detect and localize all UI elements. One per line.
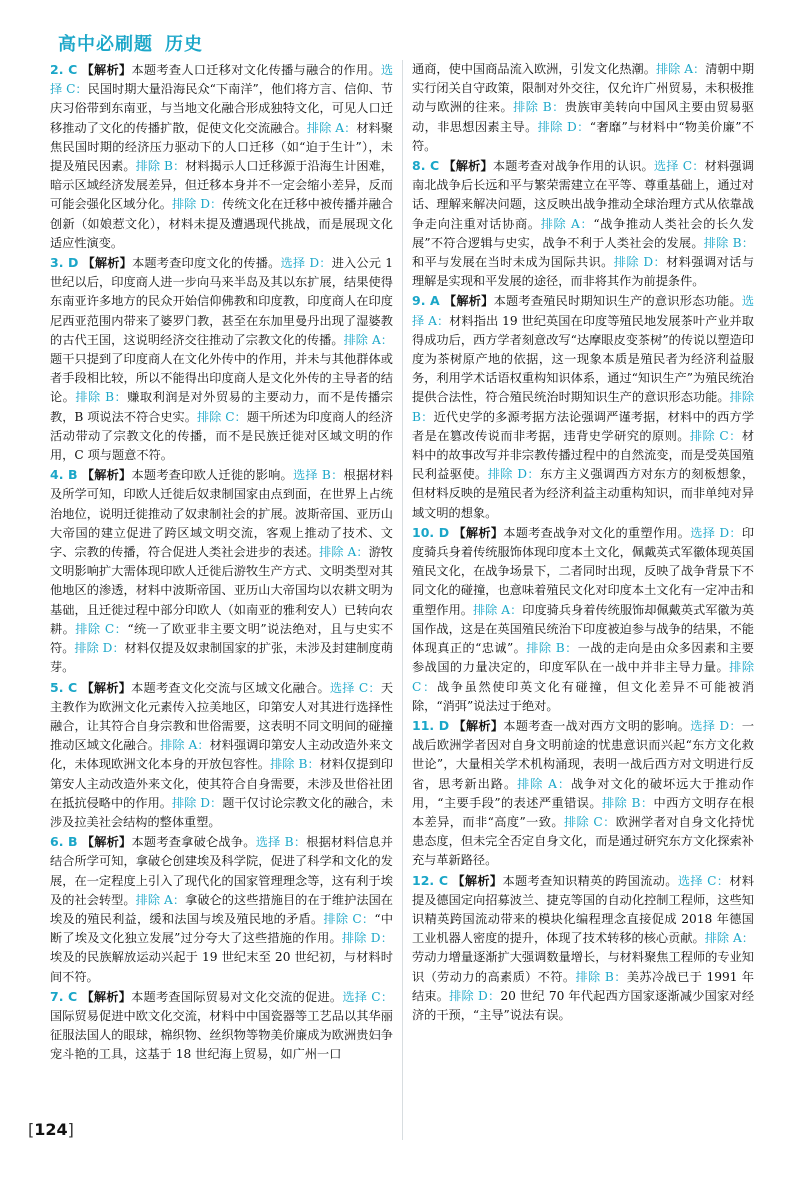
question-number: 11. D: [412, 717, 450, 733]
analysis-tag: 【解析】: [443, 294, 494, 309]
analysis-intro: 本题考查对战争作用的认识。: [492, 159, 654, 174]
question-number: 9. A: [412, 293, 440, 309]
option-label: 排除 A：: [160, 738, 210, 753]
option-text: 材料仅提及奴隶制国家的扩张，未涉及封建制度萌芽。: [50, 641, 393, 675]
answer-item: [50, 678, 393, 833]
option-text: 劳动力增量逐渐扩大强调数量增长，与材料聚焦工程师的专业知识（劳动力的高素质）不符。: [412, 950, 754, 984]
analysis-tag: 【解析】: [81, 680, 132, 695]
option-label: 排除 C：: [196, 409, 247, 424]
option-text: 近代史学的多源考据方法论强调严谨考据，材料中的西方学者是在篡改传说而非考据，违背史学研究的原则。: [412, 409, 754, 443]
option-analysis: [412, 989, 754, 1022]
answer-item: [412, 716, 754, 871]
running-header: [58, 30, 203, 56]
page-number: [124]: [28, 1120, 74, 1139]
answer-item: [50, 465, 393, 677]
option-text: 战争虽然使印英文化有碰撞，但文化差异不可能被消除，“消弭”说法过于绝对。: [412, 679, 754, 713]
option-text: 进入公元 1 世纪以后，印度商人进一步向马来半岛及其以东扩展，结果使得东南亚许多地方的民众开始信仰佛教和印度教，印度商人在印度尼西亚范围内带来了婆罗门教，甚至在东加里曼丹出现了湿婆教的古代王国，这说明经济交往推动了宗教文化的传播。: [50, 256, 393, 347]
subject-title: 历史: [165, 34, 203, 55]
option-label: 选择 C：: [653, 159, 705, 174]
option-label: 排除 D：: [171, 197, 223, 212]
option-text: 材料揭示人口迁移源于沿海生计困难，暗示区域经济发展差异，但迁移本身并不一定会缩小差异，反而可能会强化区域分化。: [50, 159, 393, 212]
book-title: 高中必刷题: [58, 34, 153, 55]
analysis-intro: 本题考查文化交流与区域文化融合。: [131, 680, 330, 695]
option-text: 印度骑兵身着传统服饰体现印度本土文化，佩戴英式军徽体现英国殖民文化，在战争场景下，二者同时出现，反映了战争背景下不同文化的碰撞，也意味着殖民文化对印度本土文化有一定冲击和重塑作用。: [412, 525, 754, 617]
option-text: 清朝中期实行闭关自守政策，限制对外交往，仅允许广州贸易，未积极推动与欧洲的往来。: [412, 62, 754, 115]
option-label: 选择 D：: [690, 718, 742, 733]
option-text: 贵族审美转向中国风主要由贸易驱动，非思想因素主导。: [412, 100, 754, 134]
option-label: 排除 B：: [575, 969, 627, 984]
question-number: 12. C: [412, 872, 449, 888]
option-label: 排除 A：: [472, 602, 523, 617]
option-text: 根据材料及所学可知，印欧人迁徙后奴隶制国家由点到面，在世界上占统治地位，说明迁徙推动了奴隶制社会的扩展。波斯帝国、亚历山大帝国的建立促进了跨区域文明交流，客观上推动了技术、文字、宗教的传播，符合促进人类社会进步的表述。: [50, 468, 393, 560]
option-label: 排除 D：: [613, 255, 667, 270]
option-text: 题干仅讨论宗教文化的融合，未涉及拉美社会结构的整体重塑。: [50, 795, 393, 829]
column-divider: [402, 60, 403, 1140]
option-label: 选择 C：: [50, 63, 393, 97]
analysis-intro: 通商，使中国商品流入欧洲，引发文化热潮。: [412, 62, 656, 76]
option-label: 排除 C：: [689, 428, 742, 443]
option-label: 排除 B：: [270, 757, 320, 772]
question-number: 3. D: [50, 255, 79, 271]
option-label: 排除 A：: [655, 62, 706, 76]
analysis-tag: 【解析】: [81, 63, 132, 77]
analysis-tag: 【解析】: [453, 525, 504, 540]
option-label: 选择 B：: [255, 835, 307, 850]
option-label: 选择 A：: [412, 294, 754, 328]
option-text: “奢靡”与材料中“物美价廉”不符。: [412, 119, 754, 153]
option-label: 选择 C：: [329, 680, 381, 695]
option-text: 根据材料信息并结合所学可知，拿破仑创建埃及科学院，促进了科学和文化的发展，在一定程度上引入了现代化的国家管理理念等，这有利于埃及的社会转型。: [50, 835, 393, 907]
option-label: 排除 D：: [449, 988, 501, 1003]
option-text: 一战的走向是由众多因素和主要参战国的力量决定的，印度军队在一战中并非主导力量。: [412, 641, 754, 675]
option-text: 战争对文化的破坏远大于推动作用，“主要手段”的表述严重错误。: [412, 776, 754, 810]
analysis-tag: 【解析】: [81, 468, 132, 483]
option-label: 排除 B：: [75, 390, 128, 405]
option-text: 材料提及德国定向招募波兰、捷克等国的自动化控制工程师，这些知识精英跨国流动带来的模块化编程理念直接促成 2018 年德国工业机器人密度的提升，体现了技术转移的核心贡献。: [412, 873, 754, 946]
analysis-tag: 【解析】: [453, 718, 504, 733]
answer-item: [412, 60, 754, 156]
option-label: 选择 C：: [342, 989, 393, 1004]
analysis-tag: 【解析】: [81, 835, 132, 850]
option-text: 埃及的民族解放运动兴起于 19 世纪末至 20 世纪初，与材料时间不符。: [50, 950, 393, 984]
answer-item: [50, 832, 393, 987]
option-text: 天主教作为欧洲文化元素传入拉美地区，印第安人对其进行选择性融合，让其符合自身宗教和世俗需要，这表明不同文明间的碰撞推动区域文化融合。: [50, 680, 393, 753]
option-label: 排除 C：: [412, 660, 754, 694]
option-label: 排除 D：: [74, 641, 125, 656]
option-label: 排除 B：: [135, 159, 186, 174]
option-label: 选择 D：: [280, 256, 332, 271]
option-text: 材料聚焦民国时期的经济压力驱动下的人口迁移（如“迫于生计”），未提及殖民因素。: [50, 120, 393, 174]
option-text: 国际贸易促进中欧文化交流，材料中中国瓷器等工艺品以其华丽征服法国人的眼球，棉织物、丝织物等物美价廉成为欧洲贵妇争宠斗艳的工具，这基于 18 世纪海上贸易，如广州一口: [50, 1008, 393, 1062]
option-label: 排除 B：: [412, 390, 754, 424]
analysis-intro: 本题考查一战对西方文明的影响。: [503, 718, 691, 733]
option-text: 材料强调对话与理解是实现和平发展的途径，而非将其作为前提条件。: [412, 255, 754, 289]
option-label: 排除 A：: [343, 332, 393, 347]
question-number: 2. C: [50, 62, 78, 77]
analysis-intro: 本题考查国际贸易对文化交流的促进。: [131, 989, 343, 1004]
option-label: 排除 D：: [171, 795, 223, 810]
option-text: 中西方文明存在根本差异，而非“高度”一致。: [412, 795, 754, 829]
left-column: [50, 60, 393, 1140]
option-text: 赚取利润是对外贸易的主要动力，而不是传播宗教，B 项说法不符合史实。: [50, 390, 393, 424]
answer-item: [50, 253, 393, 465]
option-label: 排除 A：: [517, 776, 572, 791]
answer-item: [50, 987, 393, 1065]
option-text: “战争推动人类社会的长久发展”不符合逻辑与史实，战争不利于人类社会的发展。: [412, 216, 754, 250]
option-text: 传统文化在迁移中被传播并融合创新（如娘惹文化），材料未提及遭遇现代挑战，而是展现文化适应性演变。: [50, 197, 393, 250]
option-analysis: [412, 294, 754, 404]
analysis-intro: 本题考查印欧人迁徙的影响。: [131, 468, 293, 483]
option-text: 20 世纪 70 年代起西方国家逐渐减少国家对经济的干预，“主导”说法有误。: [412, 988, 754, 1022]
option-text: 材料强调南北战争后长远和平与繁荣需建立在平等、尊重基础上，通过对话、理解来解决问题，这反映出战争推动全球治理方式从依靠战争走向注重对话协商。: [412, 159, 754, 231]
option-text: 材料强调印第安人主动改造外来文化，未体现欧洲文化本身的开放包容性。: [50, 738, 393, 772]
option-label: 排除 D：: [537, 119, 590, 134]
option-analysis: [50, 641, 393, 674]
question-number: 6. B: [50, 834, 78, 850]
answer-item: [412, 291, 754, 522]
option-label: 排除 A：: [319, 545, 369, 560]
option-label: 选择 B：: [292, 468, 344, 483]
analysis-tag: 【解析】: [82, 256, 133, 271]
option-label: 排除 C：: [563, 814, 616, 829]
option-label: 选择 D：: [690, 525, 742, 540]
question-number: 10. D: [412, 524, 450, 540]
option-label: 选择 C：: [677, 873, 730, 888]
option-text: 材料中的故事改写并非宗教传播过程中的自然流变，而是受英国殖民利益驱使。: [412, 428, 754, 482]
right-column: [412, 60, 754, 1140]
page-number-value: 124: [34, 1120, 68, 1139]
option-text: 题干所述为印度商人的经济活动带动了宗教文化的传播，而不是民族迁徙对区域文明的作用，C 项与题意不符。: [50, 409, 393, 463]
analysis-intro: 本题考查知识精英的跨国流动。: [502, 873, 678, 888]
option-label: 排除 A：: [704, 931, 754, 946]
analysis-tag: 【解析】: [81, 989, 132, 1004]
option-label: 排除 C：: [323, 911, 375, 926]
option-label: 排除 D：: [341, 931, 393, 946]
analysis-intro: 本题考查人口迁移对文化传播与融合的作用。: [131, 63, 381, 77]
option-text: 游牧文明影响扩大需体现印欧人迁徙后游牧生产方式、文明类型对其他地区的渗透，材料中波斯帝国、亚历山大帝国均以农耕文明为基础，且迁徙过程中部分印欧人（如南亚的雅利安人）已转向农耕。: [50, 545, 393, 636]
answer-item: [412, 523, 754, 716]
option-text: 和平与发展在当时未成为国际共识。: [412, 255, 614, 270]
question-number: 5. C: [50, 679, 78, 695]
option-text: “中断了埃及文化独立发展”过分夸大了这些措施的作用。: [50, 911, 393, 946]
option-text: 美苏冷战已于 1991 年结束。: [412, 969, 754, 1003]
option-label: 排除 A：: [306, 120, 357, 135]
option-label: 排除 A：: [135, 892, 186, 907]
analysis-intro: 本题考查殖民时期知识生产的意识形态功能。: [493, 294, 742, 309]
option-text: 民国时期大量沿海民众“下南洋”，他们将方言、信仰、节庆习俗带到东南亚，与当地文化融合形成独特文化，可见人口迁移推动了文化的传播扩散，促使文化交流融合。: [50, 82, 393, 135]
option-text: 一战后欧洲学者因对自身文明前途的忧患意识而兴起“东方文化救世论”，大量相关学术机构涌现，表明一战后西方对文明进行反省，思考新出路。: [412, 718, 754, 791]
analysis-intro: 本题考查战争对文化的重塑作用。: [503, 525, 691, 540]
question-number: 4. B: [50, 467, 78, 483]
option-label: 排除 A：: [540, 216, 594, 231]
answer-item: [412, 156, 754, 291]
analysis-tag: 【解析】: [443, 159, 493, 174]
analysis-tag: 【解析】: [452, 873, 503, 888]
analysis-intro: 本题考查印度文化的传播。: [132, 256, 281, 271]
option-label: 排除 B：: [526, 641, 578, 656]
option-text: 东方主义强调西方对东方的刻板想象，但材料反映的是殖民者为经济利益主动重构知识，而非单纯对异域文明的想象。: [412, 467, 754, 520]
option-text: 材料指出 19 世纪英国在印度等殖民地发展茶叶产业并取得成功后，西方学者刻意改写“达摩眼皮变茶树”的传说以塑造印度为茶树原产地的依据，这一现象本质是殖民者为经济利益服务，利用学术话语权重构知识体系，通过“知识生产”为殖民统治提供合法性，符合殖民统治时期知识生产的意识形态功能。: [412, 313, 754, 405]
option-text: “统一了欧亚非主要文明”说法绝对，且与史实不符。: [50, 621, 393, 656]
option-label: 排除 C：: [75, 621, 128, 636]
option-label: 排除 B：: [703, 235, 754, 250]
option-text: 欧洲学者对自身文化持忧患态度，但未完全否定自身文化，而是通过研究东方文化探索补充与革新路径。: [412, 814, 754, 868]
option-text: 材料仅提到印第安人主动改造外来文化，使其符合自身需要，未涉及世俗社团在抵抗侵略中的作用。: [50, 757, 393, 810]
option-text: 题干只提到了印度商人在文化外传中的作用，并未与其他群体或者手段相比较，所以不能得出印度商人是文化外传的主导者的结论。: [50, 352, 393, 405]
option-label: 排除 D：: [487, 467, 541, 482]
option-label: 排除 B：: [601, 795, 654, 810]
analysis-intro: 本题考查拿破仑战争。: [131, 835, 256, 850]
answer-item: [50, 60, 393, 253]
question-number: 7. C: [50, 988, 78, 1004]
question-number: 8. C: [412, 158, 440, 174]
answer-item: [412, 871, 754, 1026]
option-text: 印度骑兵身着传统服饰却佩戴英式军徽为英国作战，这是在英国殖民统治下印度被迫参与战争的结果，不能体现真正的“忠诚”。: [412, 602, 754, 656]
option-text: 拿破仑的这些措施目的在于维护法国在埃及的殖民利益，缓和法国与埃及殖民地的矛盾。: [50, 892, 393, 926]
option-label: 排除 B：: [513, 100, 565, 115]
